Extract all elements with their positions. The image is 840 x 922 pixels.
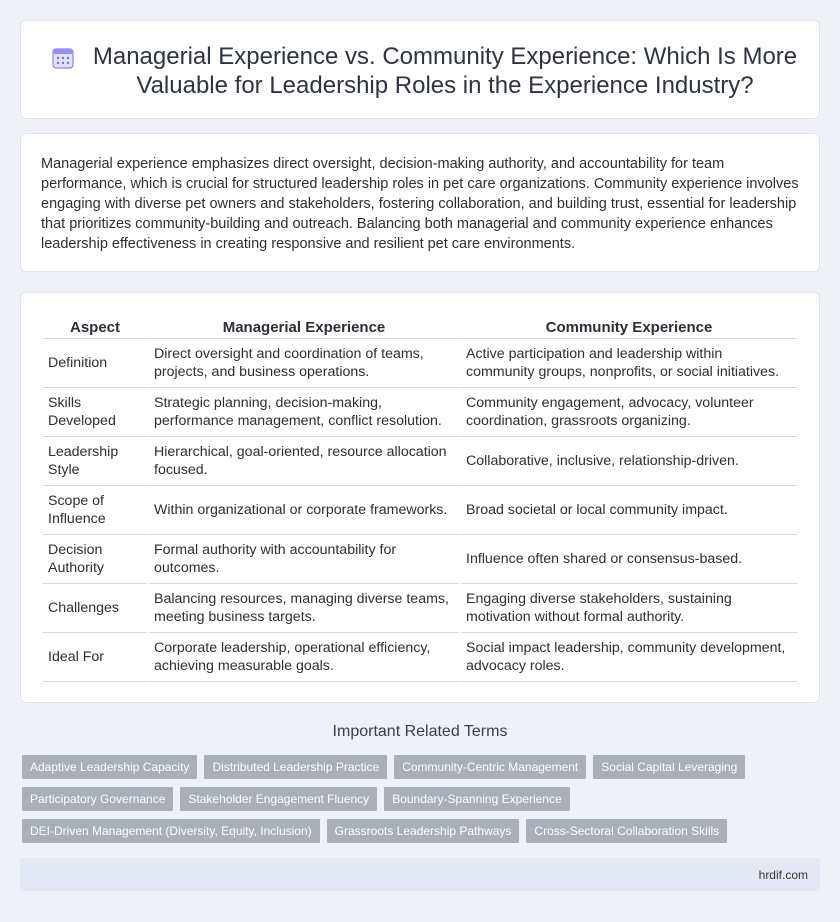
row-managerial: Formal authority with accountability for outcomes. bbox=[149, 535, 459, 584]
term-tag[interactable]: Cross-Sectoral Collaboration Skills bbox=[526, 819, 727, 843]
row-aspect: Scope of Influence bbox=[43, 486, 147, 535]
related-terms-tags bbox=[22, 755, 822, 851]
footer-bar bbox=[20, 858, 820, 891]
calendar-icon bbox=[51, 46, 75, 70]
row-managerial: Balancing resources, managing diverse teams, meeting business targets. bbox=[149, 584, 459, 633]
tag-row bbox=[22, 787, 822, 811]
row-aspect: Definition bbox=[43, 339, 147, 388]
term-tag[interactable]: Community-Centric Management bbox=[394, 755, 586, 779]
row-community: Engaging diverse stakeholders, sustaining motivation without formal authority. bbox=[461, 584, 797, 633]
table-row bbox=[43, 584, 797, 633]
table-row bbox=[43, 437, 797, 486]
row-managerial: Direct oversight and coordination of teams, projects, and business operations. bbox=[149, 339, 459, 388]
term-tag[interactable]: Grassroots Leadership Pathways bbox=[327, 819, 520, 843]
row-managerial: Corporate leadership, operational efficiency, achieving measurable goals. bbox=[149, 633, 459, 682]
row-community: Social impact leadership, community development, advocacy roles. bbox=[461, 633, 797, 682]
header-community: Community Experience bbox=[461, 315, 797, 339]
row-aspect: Challenges bbox=[43, 584, 147, 633]
page-title: Managerial Experience vs. Community Experience: Which Is More Valuable for Leadership Roles in the Experience Industry? bbox=[92, 43, 798, 99]
header-managerial: Managerial Experience bbox=[149, 315, 459, 339]
row-community: Active participation and leadership within community groups, nonprofits, or social initiatives. bbox=[461, 339, 797, 388]
row-aspect: Ideal For bbox=[43, 633, 147, 682]
term-tag[interactable]: Stakeholder Engagement Fluency bbox=[180, 787, 377, 811]
intro-paragraph: Managerial experience emphasizes direct oversight, decision-making authority, and accountability for team performance, which is crucial for structured leadership roles in pet care organizations. Community experience involves engaging with diverse pet owners and stakeholders, fostering collaboration, and building trust, essential for leadership that prioritizes community-building and outreach. Balancing both managerial and community experience enhances leadership effectiveness in creating responsive and resilient pet care environments. bbox=[41, 156, 799, 252]
term-tag[interactable]: DEI-Driven Management (Diversity, Equity, Inclusion) bbox=[22, 819, 320, 843]
row-community: Broad societal or local community impact. bbox=[461, 486, 797, 535]
intro-card bbox=[20, 133, 820, 272]
table-row bbox=[43, 486, 797, 535]
footer-site-link[interactable]: hrdif.com bbox=[758, 868, 808, 882]
row-managerial: Within organizational or corporate frameworks. bbox=[149, 486, 459, 535]
row-community: Influence often shared or consensus-based. bbox=[461, 535, 797, 584]
row-managerial: Hierarchical, goal-oriented, resource allocation focused. bbox=[149, 437, 459, 486]
comparison-card bbox=[20, 292, 820, 703]
row-managerial: Strategic planning, decision-making, performance management, conflict resolution. bbox=[149, 388, 459, 437]
table-row bbox=[43, 535, 797, 584]
row-community: Collaborative, inclusive, relationship-driven. bbox=[461, 437, 797, 486]
table-header-row bbox=[43, 315, 797, 339]
row-aspect: Leadership Style bbox=[43, 437, 147, 486]
term-tag[interactable]: Distributed Leadership Practice bbox=[204, 755, 387, 779]
tag-row bbox=[22, 819, 822, 843]
term-tag[interactable]: Social Capital Leveraging bbox=[593, 755, 745, 779]
term-tag[interactable]: Adaptive Leadership Capacity bbox=[22, 755, 197, 779]
row-aspect: Skills Developed bbox=[43, 388, 147, 437]
comparison-table bbox=[41, 315, 799, 682]
term-tag[interactable]: Participatory Governance bbox=[22, 787, 173, 811]
term-tag[interactable]: Boundary-Spanning Experience bbox=[384, 787, 569, 811]
table-row bbox=[43, 339, 797, 388]
table-row bbox=[43, 388, 797, 437]
row-community: Community engagement, advocacy, volunteer coordination, grassroots organizing. bbox=[461, 388, 797, 437]
header-aspect: Aspect bbox=[43, 315, 147, 339]
row-aspect: Decision Authority bbox=[43, 535, 147, 584]
tag-row bbox=[22, 755, 822, 779]
related-terms-title: Important Related Terms bbox=[332, 723, 508, 740]
table-row bbox=[43, 633, 797, 682]
